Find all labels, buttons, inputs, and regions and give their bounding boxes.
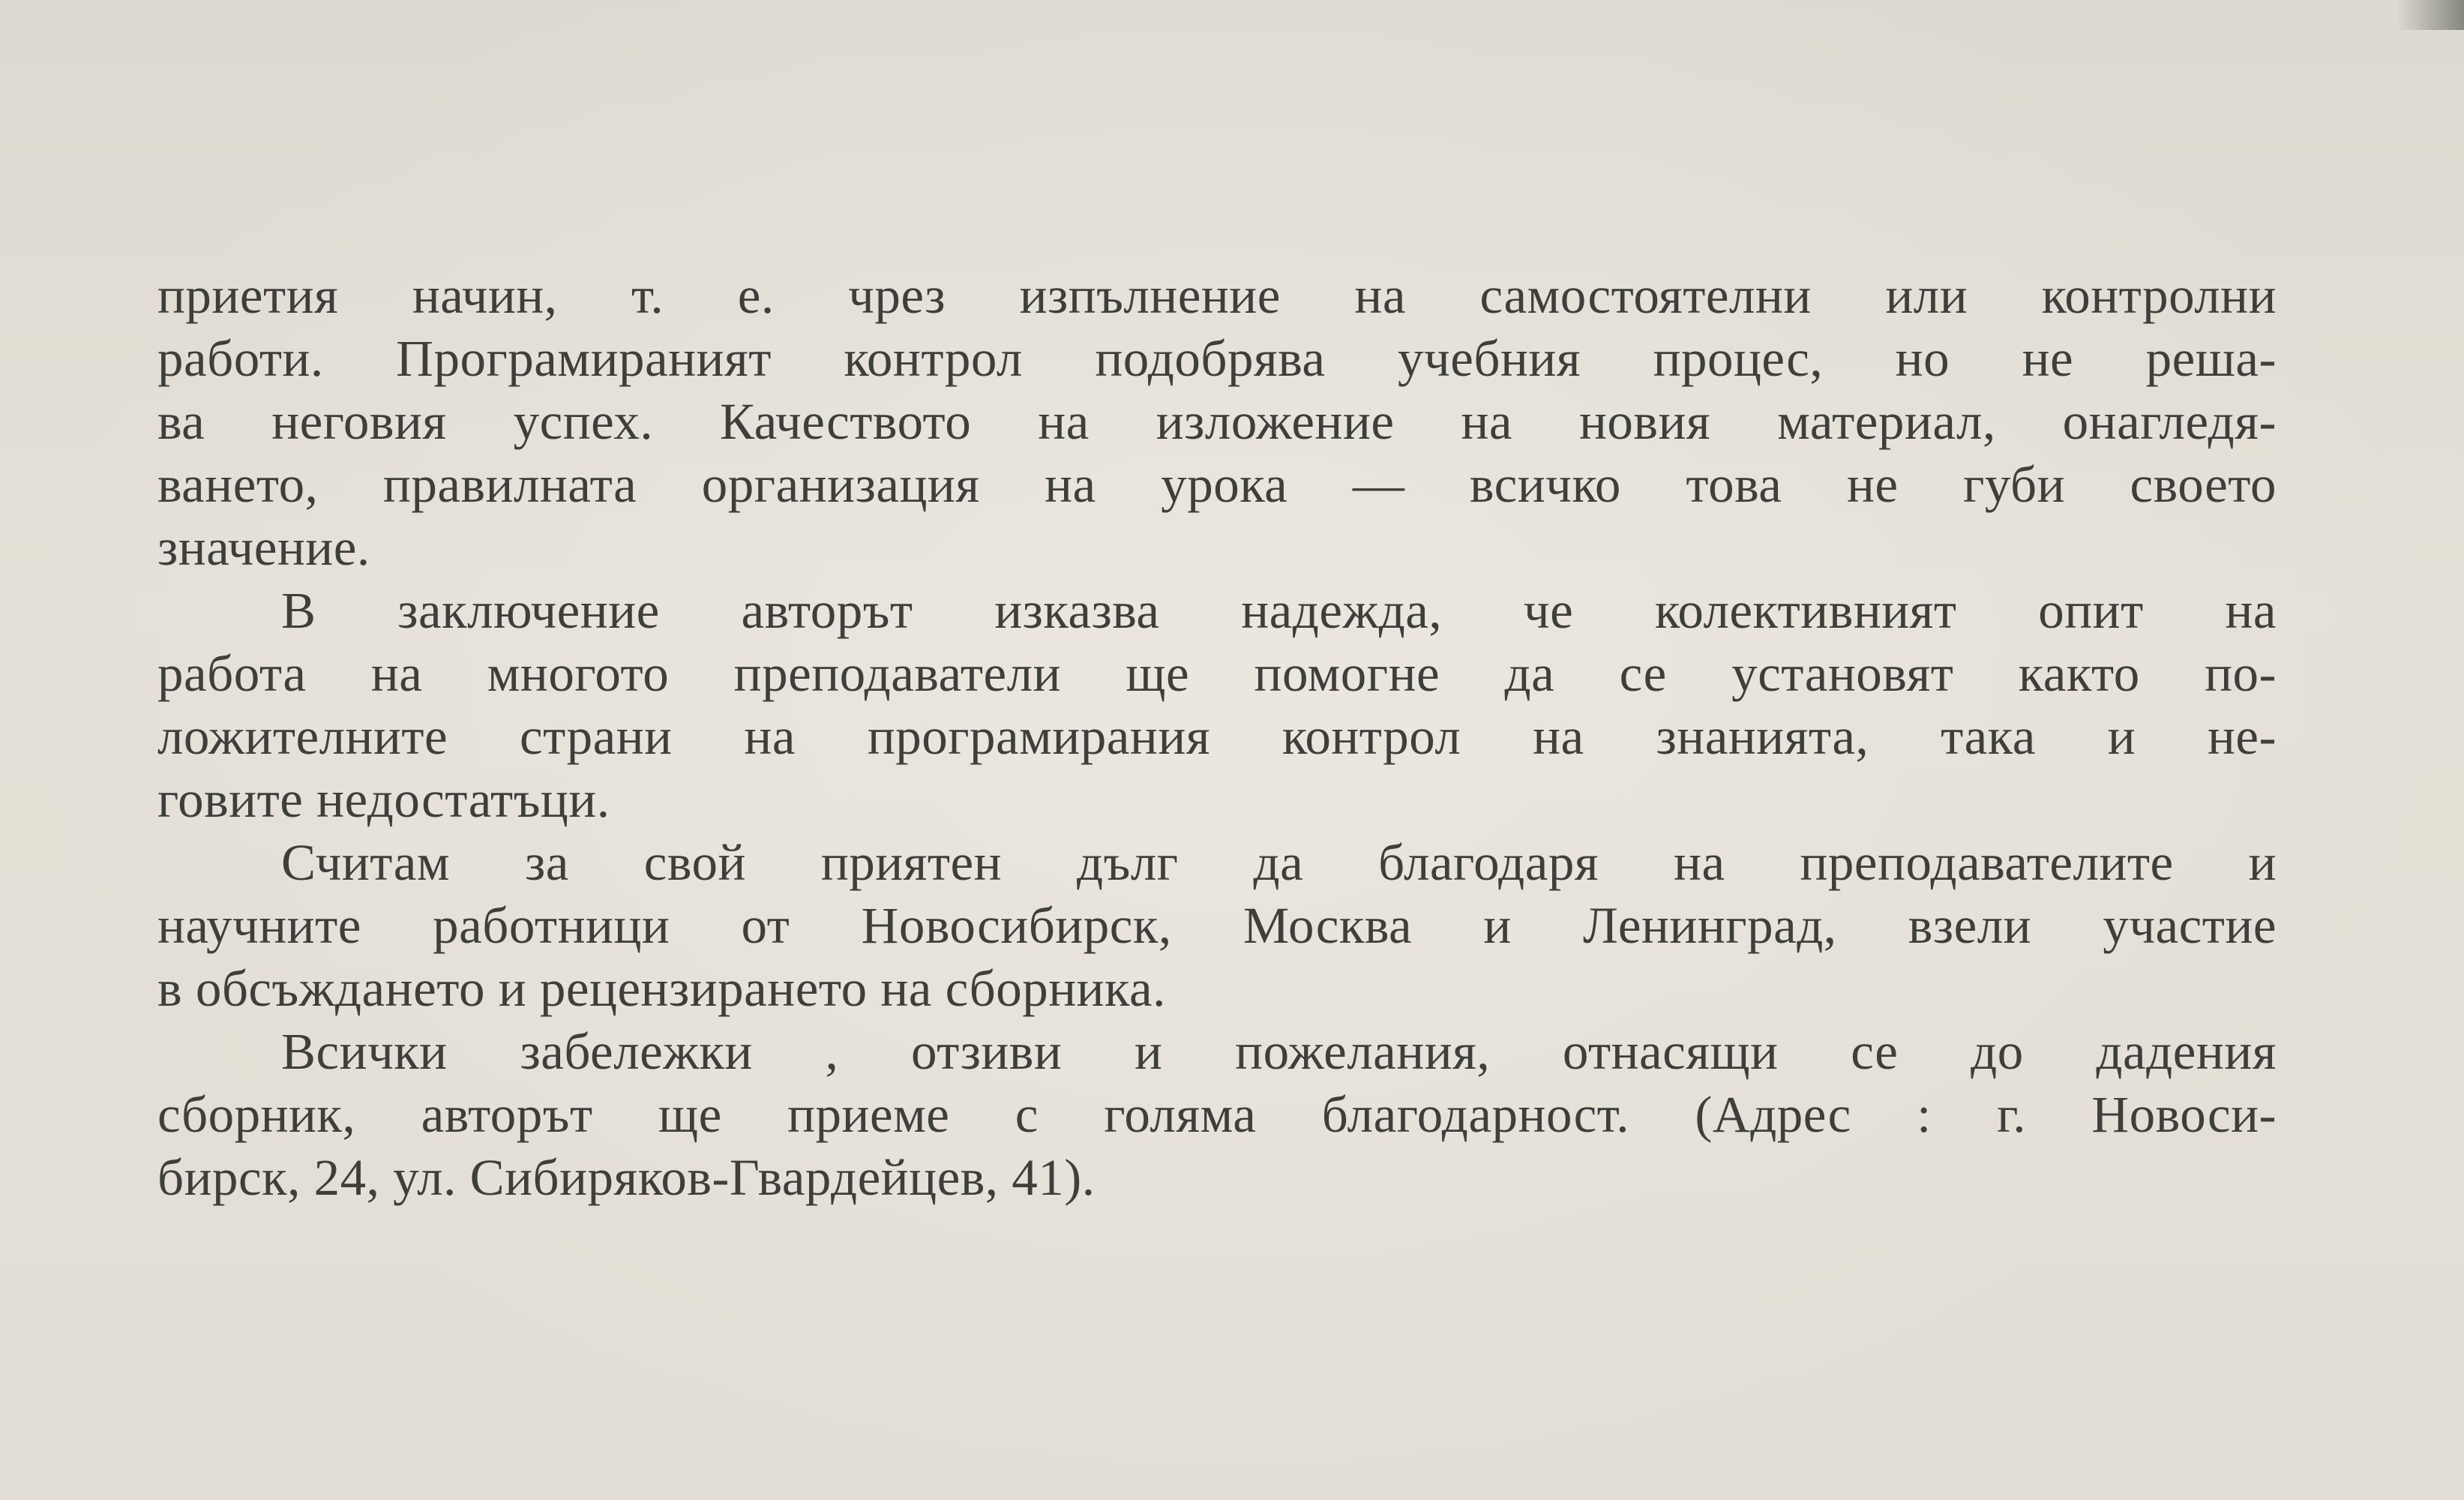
- text-line: В заключение авторът изказва надежда, че колективният опит на: [281, 582, 2277, 639]
- text-line: значение.: [157, 519, 370, 576]
- body-text: [157, 264, 2277, 1209]
- page-edge-shadow: [2397, 0, 2464, 30]
- paragraph-1: [157, 264, 2277, 579]
- text-line: говите недостатъци.: [157, 771, 610, 828]
- text-line: научните работници от Новосибирск, Москва и Ленинград, взели участие: [157, 897, 2277, 954]
- paragraph-2: [157, 579, 2277, 831]
- text-line: сборник, авторът ще приеме с голяма благодарност. (Адрес : г. Новоси-: [157, 1086, 2277, 1143]
- text-line: ва неговия успех. Качеството на изложение на новия материал, онагледя-: [157, 393, 2277, 450]
- text-line: работи. Програмираният контрол подобрява учебния процес, но не реша-: [157, 330, 2277, 387]
- paragraph-4: [157, 1020, 2277, 1209]
- text-line: бирск, 24, ул. Сибиряков-Гвардейцев, 41).: [157, 1149, 1096, 1206]
- text-line: Считам за свой приятен дълг да благодаря на преподавателите и: [281, 834, 2277, 891]
- text-line: приетия начин, т. е. чрез изпълнение на самостоятелни или контролни: [157, 267, 2277, 324]
- paragraph-3: [157, 831, 2277, 1020]
- text-line: в обсъждането и рецензирането на сборника.: [157, 960, 1166, 1017]
- text-line: работа на многото преподаватели ще помогне да се установят както по-: [157, 645, 2277, 702]
- text-line: ването, правилната организация на урока — всичко това не губи своето: [157, 456, 2277, 513]
- text-line: ложителните страни на програмирания контрол на знанията, така и не-: [157, 708, 2277, 765]
- text-line: Всички забележки , отзиви и пожелания, отнасящи се до дадения: [281, 1023, 2277, 1080]
